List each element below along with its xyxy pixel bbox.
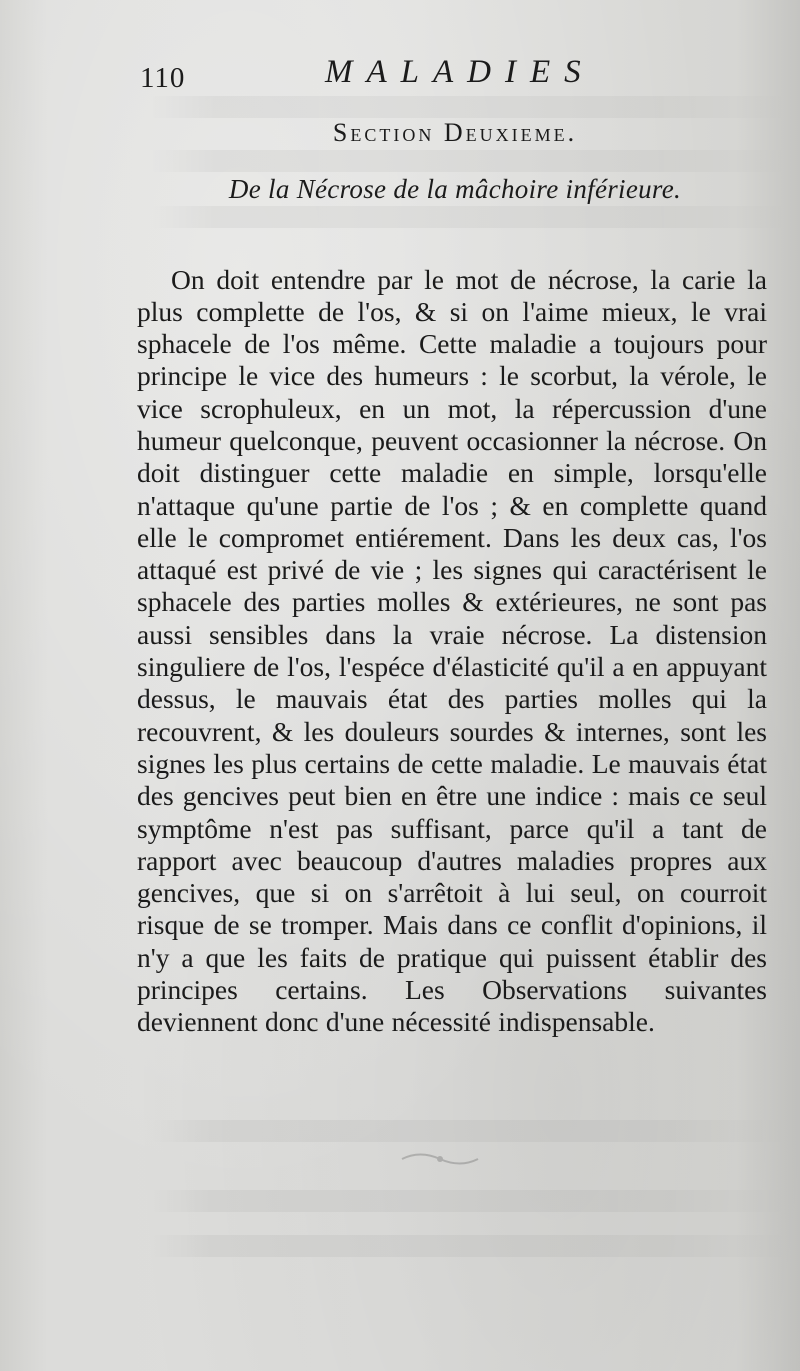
bleed-through-line xyxy=(150,1120,790,1142)
running-head: MALADIES xyxy=(325,54,595,90)
section-heading: Section Deuxieme. xyxy=(332,118,578,147)
bleed-through-line xyxy=(150,206,790,228)
body-paragraph: On doit entendre par le mot de nécrose, la carie la plus complette de l'os, & si on l'aime mieux, le vrai sphacele de l'os même. Cette maladie a toujours pour principe le vice des humeurs : le scorbut, la vérole, le vice scrophuleux, en un mot, la répercussion d'une humeur quelconque, peuvent occasionner la nécrose. On doit distinguer cette maladie en simple, lorsqu'elle n'attaque qu'une partie de l'os ; & en complette quand elle le compromet entiérement. Dans les deux cas, l'os attaqué est privé de vie ; les signes qui caractérisent le sphacele des parties molles & extérieures, ne sont pas aussi sensibles dans la vraie nécrose. La distension singuliere de l'os, l'espéce d'élasticité qu'il a en appuyant dessus, le mauvais état des parties molles qui la recouvrent, & les douleurs sourdes & internes, sont les signes les plus certains de cette maladie. Le mauvais état des gencives peut bien en être une indice : mais ce seul symptôme n'est pas suffisant, parce qu'il a tant de rapport avec beaucoup d'autres maladies propres aux gencives, que si on s'arrêtoit à lui seul, on courroit risque de se tromper. Mais dans ce conflit d'opinions, il n'y a que les faits de pratique qui puissent établir des principes certains. Les Observations suivantes deviennent donc d'une nécessité indispensable. xyxy=(137,263,767,1038)
bleed-through-line xyxy=(150,1190,790,1212)
chapter-subtitle: De la Nécrose de la mâchoire inférieure. xyxy=(228,174,682,204)
bleed-through-line xyxy=(150,150,790,172)
bleed-through-line xyxy=(150,1235,790,1257)
faint-ornament-icon xyxy=(400,1150,480,1168)
page-header xyxy=(140,52,760,102)
page-number: 110 xyxy=(140,62,186,94)
